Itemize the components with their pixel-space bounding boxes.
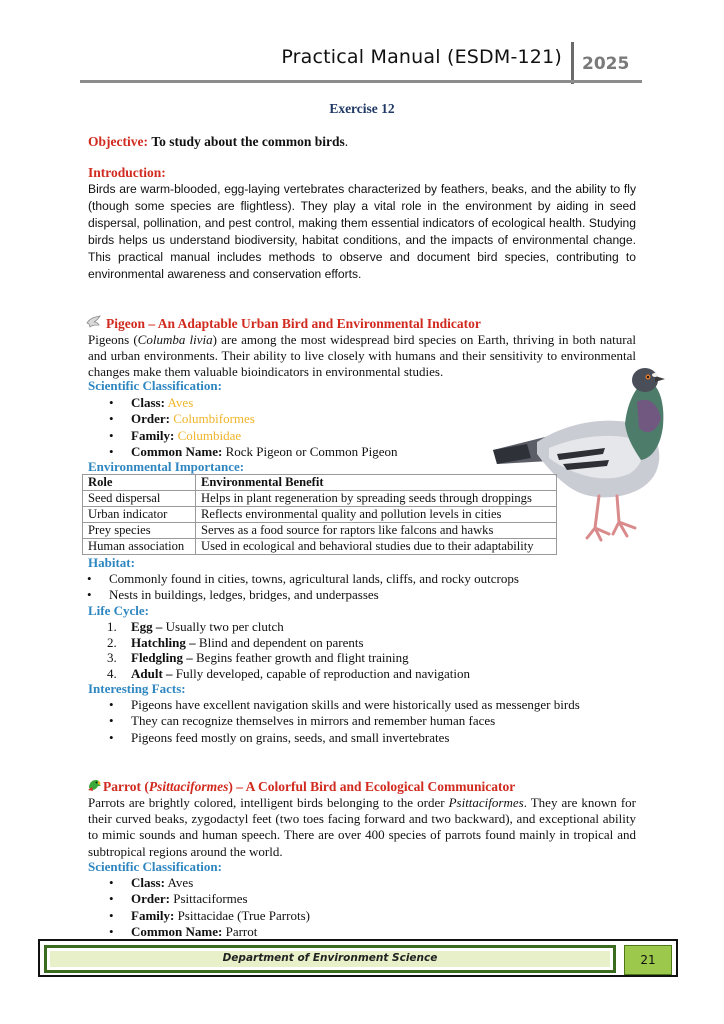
list-number: 2.	[107, 634, 117, 650]
order-key: Order:	[131, 411, 170, 427]
common-name-value: Parrot	[225, 924, 258, 940]
pigeon-facts-list	[131, 697, 580, 746]
list-item	[107, 619, 470, 635]
pigeon-classification-list	[131, 395, 397, 461]
footer-department: Department of Environment Science	[222, 952, 438, 964]
pigeon-habitat-list	[109, 571, 519, 604]
table-row	[83, 491, 557, 507]
table-row	[83, 523, 557, 539]
table-cell: Human association	[83, 539, 196, 555]
family-value: Psittacidae (True Parrots)	[177, 907, 310, 923]
table-cell: Seed dispersal	[83, 491, 196, 507]
list-number: 4.	[107, 665, 117, 681]
pigeon-lifecycle-list	[107, 619, 471, 681]
table-header-role: Role	[83, 475, 196, 491]
parrot-heading-b: ) – A Colorful Bird and Ecological Communicator	[228, 779, 516, 794]
lifecycle-text: Fully developed, capable of reproduction and navigation	[172, 665, 471, 681]
lifecycle-term: Egg –	[131, 619, 163, 634]
list-number: 3.	[107, 650, 117, 666]
lifecycle-text: Usually two per clutch	[162, 619, 284, 634]
parrot-desc-scientific: Psittaciformes	[448, 795, 524, 810]
pigeon-habitat-label: Habitat:	[88, 555, 135, 570]
objective	[88, 134, 348, 150]
list-item: • They can recognize themselves in mirrors and remember human faces	[131, 713, 580, 729]
objective-end: .	[344, 134, 349, 149]
lifecycle-text: Begins feather growth and flight training	[192, 650, 409, 666]
lifecycle-term: Adult –	[131, 665, 173, 681]
exercise-title: Exercise 12	[329, 101, 395, 116]
list-item	[131, 891, 310, 907]
list-item	[107, 665, 471, 682]
table-row	[83, 539, 557, 555]
parrot-classification-label: Scientific Classification:	[88, 859, 222, 874]
table-header-benefit: Environmental Benefit	[196, 475, 557, 491]
common-name-value: Rock Pigeon or Common Pigeon	[225, 444, 398, 460]
table-cell: Urban indicator	[83, 507, 196, 523]
class-value: Aves	[167, 395, 194, 410]
family-value: Columbidae	[177, 427, 242, 443]
list-item	[131, 875, 310, 891]
class-key: Class:	[131, 395, 165, 410]
table-cell: Used in ecological and behavioral studies due to their adaptability	[196, 539, 557, 555]
objective-label: Objective:	[88, 134, 148, 149]
lifecycle-term: Hatchling –	[131, 634, 196, 650]
family-key: Family:	[131, 427, 175, 443]
objective-text: To study about the common birds	[151, 134, 345, 149]
lifecycle-term: Fledgling –	[131, 650, 193, 666]
order-key: Order:	[131, 891, 170, 907]
pigeon-heading: Pigeon – An Adaptable Urban Bird and Environmental Indicator	[106, 316, 481, 331]
pigeon-desc-a: Pigeons (	[88, 332, 138, 347]
introduction-text: Birds are warm-blooded, egg-laying vertebrates characterized by feathers, beaks, and the ability to fly (though some species are flightless). They play a vital role in the environment by aiding in seed dispersal, pollination, and pest control, making them essential indicators of ecological health. Studying birds helps us understand biodiversity, habitat conditions, and the impacts of environmental change. This practical manual includes methods to observe and document bird species, contributing to environmental awareness and conservation efforts.	[88, 182, 636, 282]
common-name-key: Common Name:	[131, 924, 223, 940]
list-item	[131, 908, 310, 924]
header-year: 2025	[582, 54, 630, 74]
pigeon-scientific-name: Columba livia	[137, 332, 213, 347]
list-item	[131, 395, 397, 411]
pigeon-classification-label: Scientific Classification:	[88, 378, 222, 393]
order-value: Psittaciformes	[173, 891, 248, 907]
table-row	[83, 507, 557, 523]
table-cell: Prey species	[83, 523, 196, 539]
table-header-row	[83, 475, 557, 491]
table-cell: Helps in plant regeneration by spreading seeds through droppings	[196, 491, 557, 507]
footer-department-box	[44, 945, 616, 973]
parrot-heading-scientific: Psittaciformes	[148, 779, 229, 794]
parrot-heading	[103, 779, 515, 795]
list-item	[131, 411, 397, 427]
list-item	[131, 428, 397, 444]
table-cell: Serves as a food source for raptors like falcons and hawks	[196, 523, 557, 539]
class-value: Aves	[167, 875, 194, 890]
pigeon-importance-label: Environmental Importance:	[88, 459, 245, 474]
list-item: • Pigeons have excellent navigation skills and were historically used as messenger birds	[131, 697, 580, 713]
order-value: Columbiformes	[173, 411, 255, 427]
parrot-heading-a: Parrot (	[103, 779, 149, 794]
page-number: 21	[624, 945, 672, 975]
introduction-label: Introduction:	[88, 165, 166, 180]
list-item	[107, 634, 470, 651]
list-item	[107, 650, 470, 666]
environmental-importance-table	[82, 474, 557, 555]
list-item: • Nests in buildings, ledges, bridges, and underpasses	[109, 587, 519, 603]
parrot-description	[88, 795, 636, 860]
table-cell: Reflects environmental quality and pollution levels in cities	[196, 507, 557, 523]
parrot-classification-list	[131, 875, 310, 941]
header-divider	[571, 42, 574, 84]
pigeon-desc-b: ) are among the most widespread bird species on Earth, thriving in both natural and urban environments. Their ability to live closely with humans and their sensitivity to environmental changes make them valuable bioindicators in environmental studies.	[88, 332, 637, 380]
common-name-key: Common Name:	[131, 444, 223, 460]
list-item: • Commonly found in cities, towns, agricultural lands, cliffs, and rocky outcrops	[109, 571, 519, 587]
lifecycle-text: Blind and dependent on parents	[195, 634, 364, 650]
page-footer	[38, 939, 678, 977]
class-key: Class:	[131, 875, 165, 890]
parrot-desc-b: . They are known for their curved beaks, zygodactyl feet (two toes facing forward and two backward), and exceptional ability to mimic sounds and human speech. There are over 400 species of parrots found mainly in tropical and subtropical regions around the world.	[88, 795, 636, 859]
pigeon-facts-label: Interesting Facts:	[88, 681, 186, 696]
parrot-desc-a: Parrots are brightly colored, intelligent birds belonging to the order	[88, 795, 449, 810]
pigeon-lifecycle-label: Life Cycle:	[88, 603, 150, 618]
list-number: 1.	[107, 619, 117, 634]
family-key: Family:	[131, 907, 175, 923]
header-rule	[80, 80, 642, 83]
page-header-title: Practical Manual (ESDM-121)	[281, 46, 562, 68]
list-item: • Pigeons feed mostly on grains, seeds, and small invertebrates	[131, 730, 580, 746]
